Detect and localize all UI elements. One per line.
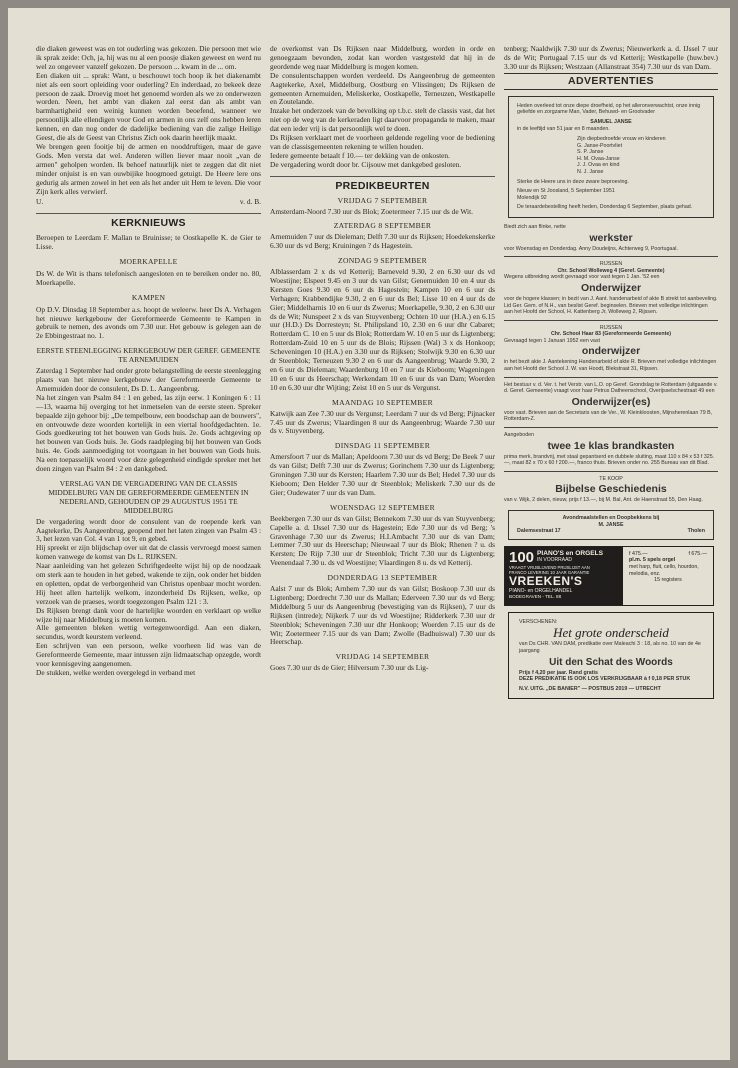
family-line: G. Janse-Poortvliet	[577, 142, 623, 149]
ad-address-row	[517, 528, 705, 535]
signature	[36, 198, 261, 207]
ad-headline: Onderwijzer(es)	[571, 395, 651, 408]
ad-brandkasten	[504, 432, 718, 467]
day-heading: VRIJDAG 14 SEPTEMBER	[335, 652, 430, 662]
heading-moerkapelle: MOERKAPELLE	[119, 257, 178, 267]
piano-sub2: VRAAGT VRIJBLIJVEND PRIJSLIJST AAN	[509, 564, 590, 570]
ad-body: voor de hogere klassen; in bezit van J. Aant. handenarbeid of akte B strekt tot aanbeveling. Lid Ger. Gem. of N.H., van beslist Geref. beginselen. Brieven met volledige inlichtingen aan het Hoofd der School, H. Kattenberg Jr, Wolleweg 2, Rijssen.	[504, 295, 718, 316]
piano-sub: IN VOORRAAD	[537, 557, 573, 564]
ad-pre: Gevraagd tegen 1 Januari 1952 een vast	[504, 337, 601, 344]
day-heading: WOENSDAG 12 SEPTEMBER	[329, 502, 436, 512]
ad-headline: Onderwijzer	[580, 281, 642, 294]
verslag-text: Alle gemeenten bleken wettig vertegenwoordigd. Aan een diaken, secundus, wordt keurstem verleend.	[36, 623, 261, 642]
article-text: We brengen geen fooitje bij de armen en nooddruftigen, maar de gave Gods. Men versta dat wel. Anderen willen liever maar nooit „van de armen" geholpen worden. Ik behoef natuurlijk niet te zeggen dat dit niet minder onjuist is en van ouwbijike hoogmoed getuigt. De Heere lere ons gedurig als armen zowel in het een als het ander uit Hem te leven. Die voor Zijn kerk alles verwierf.	[36, 141, 261, 196]
divider	[504, 256, 718, 257]
day-heading: ZONDAG 9 SEPTEMBER	[338, 256, 427, 266]
verslag-continued: De consulentschappen worden verdeeld. Ds Aangeenbrug de gemeenten Aagtekerke, Axel, Middelburg, Oostburg en Vlissingen; Ds Rijksen de gemeenten Arnemuiden, Meliskerke, Oostkapelle, Terneuzen, Westkapelle en Zoutelande.	[270, 70, 495, 107]
verslag-text: De vergadering wordt door de consulent van de roepende kerk van Aagtekerke, Ds Aangeenbrug, geopend met het laten zingen van Psalm 43 : 3, het lezen van Col. 4 van 1 tot 9, en gebed.	[36, 516, 261, 544]
family-line: H. M. Ovaa-Janse	[577, 155, 620, 162]
verslag-continued: Ds Rijksen verklaart met de voorheen geldende regeling voor de bediening van de classisgemeenten rekening te willen houden.	[270, 133, 495, 151]
divider	[36, 213, 261, 214]
death-name: SAMUEL JANSE	[590, 118, 632, 125]
ad-place: RIJSSEN	[599, 261, 623, 268]
section-title-predikbeurten: PREDIKBEURTEN	[335, 179, 430, 192]
piano-block	[505, 547, 623, 605]
article-text: Een diaken uit ... sprak: Want, u beschouwt toch hoop ik het diakenambt niet als een soort opleiding voor ouderling? En inderdaad, zo bekeek deze persoon de zaak. Droevig moet het genoemd worden als we zo onderwezen worden. Neen, het ambt van diaken zal eerst dan als ambt van barmhartigheid een weinig kunnen worden beoefend, wanneer we persoonlijk alle ellendigen voor God en armen in ons zelf ons hebben leren kennen, en dan nog onder de dadelijke bediening van die zalige Heilige Geest, die als de Geest van Christus Zich ook daarin heerlijk maakt.	[36, 70, 261, 143]
article-text: die diaken geweest was en tot ouderling was gekozen. Die persoon met wie ik sprak zeide: Och, ja, hij was nu al een poosje diaken geweest en werd nu wel zo ongeveer vanzelf gekozen. De persoon ... kwam in de ... om.	[36, 44, 261, 71]
divider	[504, 377, 718, 378]
day-heading: DINSDAG 11 SEPTEMBER	[334, 441, 431, 451]
death-family	[517, 136, 705, 176]
ad-publisher: N.V. UITG. „DE BANIER" — POSTBUS 2019 — UTRECHT	[519, 685, 661, 692]
piano-title: PIANO'S en ORGELS	[537, 550, 604, 558]
piano-price-row	[629, 551, 707, 558]
piano-desc: pl.m. 5 spels orgel	[629, 557, 676, 564]
piano-price: f 675.—	[688, 550, 707, 557]
piano-brand: VREEKEN'S	[509, 573, 583, 588]
verslag-continued: de overkomst van Ds Rijksen naar Middelburg, worden in orde en genoegzaam bevonden, zodat kan worden vastgesteld dat hij in de geordende weg naar Middelburg is mogen komen.	[270, 44, 495, 71]
verslag-continued: Iedere gemeente betaalt f 10.— ter dekking van de onkosten.	[270, 150, 450, 160]
schedule-continued: tenberg; Naaldwijk 7.30 uur ds Zwerus; Nieuwerkerk a. d. IJssel 7 uur ds de Wit; Portugaal 7.15 uur ds vd Ketterij; Westkapelle (huw.bev.) 3.30 uur ds Rijksen; Westzaan (Allanstraat 354) 7.30 uur ds van Dam.	[504, 44, 718, 71]
piano-prices	[623, 547, 713, 605]
ad-pre: Aangeboden	[504, 432, 535, 439]
ad-price: Prijs f 4,20 per jaar. Rand gratis	[519, 669, 598, 676]
signature-left: U.	[36, 197, 44, 207]
ad-werkster	[504, 224, 718, 252]
death-burial: De teraardebestelling heeft heden, Donderdag 6 September, plaats gehad.	[517, 204, 693, 211]
section-title-kerknieuws: KERKNIEUWS	[111, 217, 186, 230]
verslag-continued: Inzake het onderzoek van de bevolking op t.b.c. stelt de classis vast, dat het niet op de weg van de kerkeraden ligt daarvoor propaganda te maken, maar dat een ieder vrij is dat persoonlijk wel te doen.	[270, 106, 495, 134]
ad-body: in het bezit akte J. Aantekening Handenarbeid of akte R. Brieven met volledige inlichtingen aan het Hoofd der School J. W. van Hoodt, Blekstraat 31, Rijssen.	[504, 359, 717, 373]
family-line: S. P. Janse	[577, 149, 604, 156]
ad-pre: VERSCHENEN:	[519, 618, 558, 625]
ad-rijssen-2	[504, 325, 718, 373]
ad-verschenen	[508, 612, 714, 700]
verslag-text: Een schrijven van een persoon, welke voorheen lid was van de Gereformeerde Gemeente, maar intussen zijn lidmaatschap opzegde, wordt voor kennisgeving aangenomen.	[36, 641, 261, 669]
ad-line: Avondmaalstellen en Doopbekkens bij	[562, 515, 660, 521]
ad-note: DEZE PREDIKATIE IS OOK LOS VERKRIJGBAAR à f 0,18 PER STUK	[519, 676, 691, 683]
family-line: N. J. Janse	[577, 168, 604, 175]
column-2	[270, 45, 495, 673]
signature-right: v. d. B.	[239, 197, 261, 207]
schedule-text: Katwijk aan Zee 7.30 uur ds Vergunst; Leerdam 7 uur ds vd Berg; Pijnacker 7.45 uur ds Zwerus; Vlaardingen 8 uur ds Aangeenbrug; Waarde 7.30 uur ds v. Stuyvenberg.	[270, 408, 495, 436]
ad-name: M. JANSE	[598, 521, 624, 528]
piano-city: BODEGRAVEN - TEL. 88	[509, 593, 562, 599]
section-title-advertenties: ADVERTENTIES	[504, 73, 718, 90]
ad-pre: Biedt zich aan flinke, nette	[504, 223, 566, 230]
ad-headline: werkster	[589, 231, 633, 244]
arnemuiden-text-2: Na het zingen van Psalm 84 : 1 en gebed, las zijn eerw. 1 Koningen 6 : 11—13, waarna hij overging tot het inmetselen van de eerste steen. Spreker bepaalde zijn gehoor bij: „De tempelbouw, een boodschap aan de bouwers", en ontvouwde deze woorden kortelijk in een viertal hoofdgedachten. 1e. Gods goedkeuring tot het bouwen van Gods huis. 2e. Gods achtgeving op het bouwen van Gods huis. 3e. Gods raadpleging bij het bouwen van Gods huis. 4e. Gods aanmoediging tot voortgaan in het bouwen van Gods huis. Na een toepasselijk woord voor deze gelegenheid eindigde spreker met het doen zingen van Psalm 84 : 2 en dankgebed.	[36, 392, 261, 474]
ad-city: Tholen	[687, 528, 705, 535]
piano-tagline: PIANO- en ORGELHANDEL	[509, 587, 573, 594]
verslag-text: De stukken, welke werden overgelegd in verband met	[36, 668, 196, 677]
ad-title: Het grote onderscheid	[553, 625, 669, 641]
ad-place: RIJSSEN	[599, 324, 623, 331]
arnemuiden-text: Zaterdag 1 September had onder grote belangstelling de eerste steenlegging plaats van het nieuwe kerkgebouw der Gereformeerde Gemeente te Arnemuiden door de consulent, Ds D. L. Aangeenbrug.	[36, 366, 261, 393]
schedule-text: Alblasserdam 2 x ds vd Ketterij; Barneveld 9.30, 2 en 6.30 uur ds vd Woestijne; Elspeet 9.45 en 3 uur ds van Gilst; Genemuiden 10 en 4 uur ds Kersten Goes 9.30 en 6 uur ds Hagestein; Kampen 10 en 6 uur ds Verhagen; Krabbendijke 9.30, 2 en 6 uur ds Bel; Lisse 10 en 4 uur ds de Gier; Middelharnis 10 en 6 uur ds Zwerus; Moerkapelle, 9.30, 2 en 6.30 uur ds de Wit; Nunspeet 2 x ds van Stuyvenberg; Ochten 10 uur (H.A.) en 6.15 uur (H.D.) Ds Dorresteyn; St. Philipsland 10, 2.30 en 6 uur dhr Cabaret; Rotterdam C. 10 en 5 uur ds Blok; Rotterdam W. 10 en 5 uur ds Ligtenberg; Rotterdam-Zuid 10 en 5 uur ds de Blois; Rijssen (Wal) 3 x ds Honkoop; Scheveningen 10 (H.A.) en 3.30 uur ds Rijksen; Stolwijk 9.30 en 6.30 uur dr Steenblok; Terneuzen 9.30 2 en 6 uur ds Aangeenbrug; Waarde 9.30, 2 en 6 uur ds Dieleman; Waardenburg 10 en 7 uur ds Kieboom; Wageningen 10 en 6 uur ds Heerschap; Werkendam 10 en 6 uur ds van Dam; Woerden 10 en 6.30 uur dhr Wijting; Zeist 10 en 5 uur ds Vergunst.	[270, 267, 495, 392]
day-heading: ZATERDAG 8 SEPTEMBER	[333, 221, 432, 231]
heading-verslag: VERSLAG VAN DE VERGADERING VAN DE CLASSIS MIDDELBURG VAN DE GEREFORMEERDE GEMEENTEN IN NEDERLAND, GEHOUDEN OP 29 AUGUSTUS 1951 TE MIDDELBURG	[48, 478, 249, 515]
ad-rijssen-1	[504, 261, 718, 316]
death-age: in de leeftijd van 51 jaar en 8 maanden.	[517, 126, 610, 133]
schedule-text: Amersfoort 7 uur ds Mallan; Apeldoorn 7.30 uur ds vd Berg; De Beek 7 uur ds van Gilst; Delft 7.30 uur ds Zwerus; Gorinchem 7.30 uur ds Ligtenberg; Groningen 7.30 uur ds Kersten; Haarlem 7.30 uur ds Bel; Hedel 7.30 uur ds Kieboom; Den Helder 7.30 uur dr Steenblok; Meliskerk 7.30 uur ds de Gier; Oudewater 7 uur ds van Dam.	[270, 452, 495, 497]
column-1	[36, 45, 261, 678]
ad-headline: onderwijzer	[581, 345, 641, 358]
kampen-text: Op D.V. Dinsdag 18 September a.s. hoopt de weleerw. heer Ds A. Verhagen het nieuwe kerkgebouw der Gereformeerde Gemeente te Kampen in gebruik te nemen, des avonds om 7.30 uur. Het gebouw is gelegen aan de 2e Ebbingestraat no. 1.	[36, 304, 261, 341]
divider	[270, 176, 495, 177]
piano-sub3: FRANCO LEVERING 10 JAAR GARANTIE	[509, 569, 590, 575]
column-3	[504, 45, 718, 699]
moerkapelle-text: Ds W. de Wit is thans telefonisch aangesloten en te bereiken onder no. 80, Moerkapelle.	[36, 268, 261, 287]
ad-body: voor Woensdag en Donderdag. Anny Doudeijns, Achterweg 9, Poortugaal.	[504, 245, 678, 252]
family-line: J. J. Ovaa en kind	[577, 162, 620, 169]
ad-address: Dalemsestraat 17	[517, 528, 561, 535]
newspaper-page	[8, 8, 730, 1060]
schedule-text: Arnemuiden 7 uur ds Dieleman; Delft 7.30 uur ds Rijksen; Hoedekenskerke 6.30 uur ds vd Berg; Kruiningen ? ds Hagestein.	[270, 232, 495, 251]
ad-pre: TE KOOP	[599, 475, 623, 482]
ad-headline: Uit den Schat des Woords	[549, 656, 673, 668]
ad-school: Chr. School Haar 83 (Gereformeerde Gemeente)	[550, 331, 672, 338]
heading-arnemuiden: EERSTE STEENLEGGING KERKGEBOUW DER GEREF. GEMEENTE TE ARNEMUIDEN	[36, 346, 261, 365]
death-notice	[508, 96, 714, 218]
ad-rotterdam	[504, 382, 718, 423]
day-heading: MAANDAG 10 SEPTEMBER	[332, 397, 433, 407]
verslag-continued: De vergadering wordt door br. Cijsouw met dankgebed gesloten.	[270, 159, 462, 169]
piano-count: 100	[509, 548, 535, 566]
ad-bijbelse	[504, 476, 718, 504]
heading-kampen: KAMPEN	[131, 292, 166, 302]
ad-school: Chr. School Wolleweg 4 (Geref. Gemeente)	[557, 267, 665, 274]
ad-line: van Ds CHR. VAN DAM, predikatie over Maleachi 3 : 18, als no. 10 van de 4e jaargang	[519, 641, 701, 654]
death-address: Molendijk 92	[517, 194, 547, 201]
day-heading: DONDERDAG 13 SEPTEMBER	[327, 573, 438, 583]
beroepen-text: Beroepen te Leerdam F. Mallan te Bruinisse; te Oostkapelle K. de Gier te Lisse.	[36, 233, 261, 252]
day-heading: VRIJDAG 7 SEPTEMBER	[337, 195, 428, 205]
divider	[504, 471, 718, 472]
divider	[504, 427, 718, 428]
verslag-text: Hij spreekt er zijn blijdschap over uit dat de classis vervroegd moest samen komen vanwege de komst van Ds L. RIJKSEN.	[36, 543, 261, 562]
ad-avondmaal	[508, 510, 714, 540]
piano-price: f 475.—	[629, 550, 648, 557]
death-intro: Heden overleed tot onze diepe droefheid, op het alleronverwachtst, onze innig geliefde en zorgzame Man, Vader, Behuwd- en Grootvader	[517, 102, 701, 116]
divider	[504, 320, 718, 321]
ad-pre: Het bestuur v. d. Ver. t. het Verstr. van L.O. op Geref. Grondslag te Rotterdam (uitgaande v. d. Geref. Gemeente) vraagt voor haar Petrus Datheenschool, Overijsselschestraat 49 een	[504, 381, 718, 395]
verslag-text: Ds Rijksen brengt dank voor de hartelijke woorden en verklaart op welke wijze hij naar Middelburg is moeten komen.	[36, 605, 261, 624]
ad-body: van v. Wijk, 2 delen, nieuw, prijs f 13.—, bij M. Bal, Ant. de Haenstraat 55, Den Haag.	[504, 497, 703, 504]
piano-desc: 15 registers	[654, 577, 682, 584]
schedule-text: Goes 7.30 uur ds de Gier; Hilversum 7.30 uur ds Lig-	[270, 663, 429, 673]
ad-body: voor vast. Brieven aan de Secretaris van de Ver., W. Kleinkloosten, Mijnsherenlaan 79 B, Rotterdam-Z.	[504, 409, 713, 423]
ad-body: prima merk, brandvrij, met staal gepantserd en dubbele sluiting, maat 110 x 84 x 53 f 325.—, maat 82 x 70 x 60 f 200.—, franco thuis. Brieven onder no. 255 Bureau van dit Blad.	[504, 453, 715, 467]
ad-pre: Wegens uitbreiding wordt gevraagd voor vast tegen 1 Jan. '52 een	[504, 274, 660, 281]
family-line: Zijn diepbedroefde vrouw en kinderen	[577, 136, 666, 142]
piano-head	[509, 550, 619, 565]
death-place: Nieuw en St Joosland, 5 September 1951	[517, 188, 615, 195]
schedule-text: Beekbergen 7.30 uur ds van Gilst; Bennekom 7.30 uur ds van Stuyvenberg; Capelle a. d. IJssel 7.30 uur ds Hagestein; Ede 7.30 uur ds vd Berg; 's Gravenhage 7.30 uur ds Zwerus; H.I.Ambacht 7.30 uur ds van Dam; Lemmer 7.30 uur ds Heerschap; Nieuwaal 7 uur ds Blok; Rhenen ? u. ds Kersten; De Rijp 7.30 uur dr Steenblok; Tricht 7.30 uur ds Ligtenberg; Veenendaal 7.30 u. ds vd Woestijne; Vlaardingen 8 u. ds vd Ketterij.	[270, 513, 495, 568]
death-verse: Sterke de Heere uns in deze zware beproeving.	[517, 178, 629, 185]
ad-piano	[504, 546, 714, 606]
ad-headline: Bijbelse Geschiedenis	[555, 483, 667, 496]
ad-headline: twee 1e klas brandkasten	[547, 439, 675, 452]
schedule-text: Amsterdam-Noord 7.30 uur ds Blok; Zoetermeer 7.15 uur ds de Wit.	[270, 206, 473, 216]
piano-desc: met harp, fluit, cello, hourdon, melodia, enz.	[629, 563, 699, 577]
verslag-text: Naar aanleiding van het gelezen Schriftgedeelte wijst hij op de noodzaak om sterk aan te houden in het gebed, wakende te zijn, ook onder het bidden en opletten, opdat de verborgenheid van Christus openbaar mocht worden. Hij heet allen hartelijk welkom, inzonderheid Ds Rijksen, welke, op verzoek van de praeses, wordt toegezongen Psalm 121 : 3.	[36, 561, 261, 606]
schedule-text: Aalst 7 uur ds Blok; Arnhem 7.30 uur ds van Gilst; Boskoop 7.30 uur ds Ligtenberg; Dordrecht 7.30 uur ds Mallan; Ederveen 7.30 uur ds vd Berg; Middelburg 5 uur ds Aangeenbrug (bevestiging van ds Rijksen), 7 uur ds Rijksen (intrede); Nijkerk 7 uur ds vd Woestijne; Ridderkerk 7.30 uur dr Steenblok; Scheveningen 7.30 uur dhr Honkoop; Woerden 7.15 uur ds de Wit; Zoetermeer 7.15 uur ds van Dam; Zwolle (Badhuiswal) 7.30 uur ds Heerschap.	[270, 584, 495, 647]
